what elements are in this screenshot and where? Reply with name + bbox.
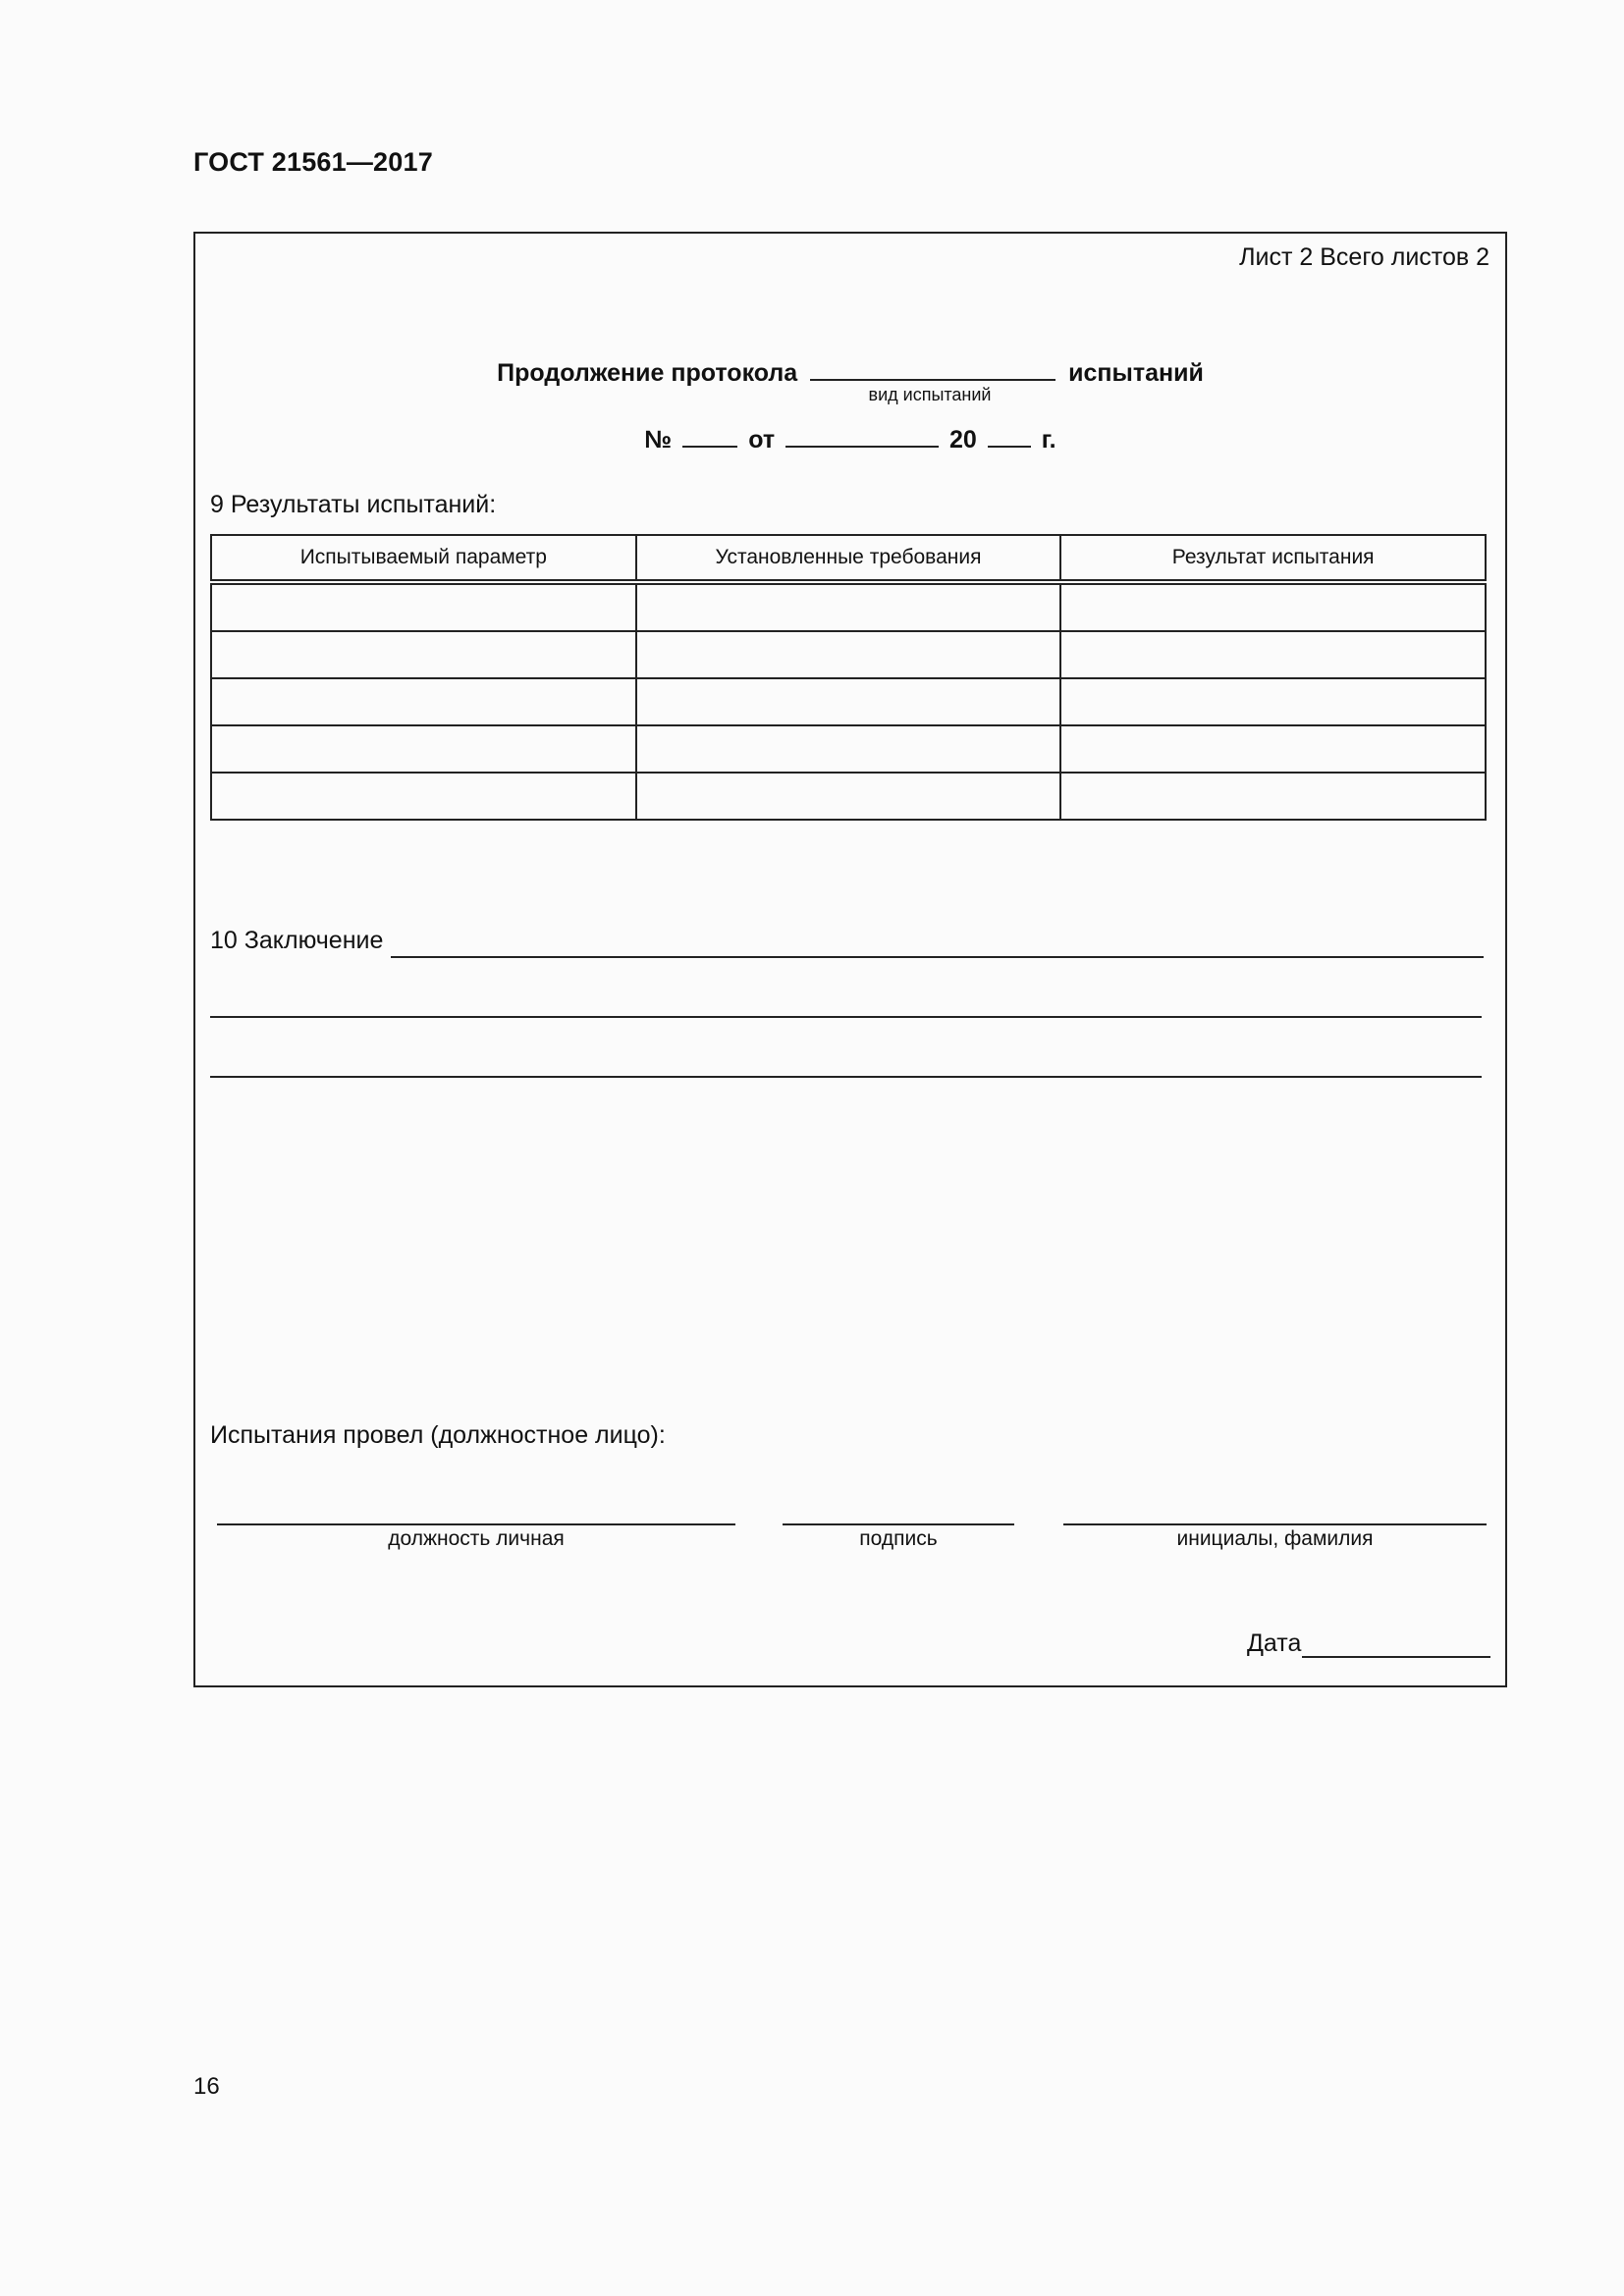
- results-table: [210, 534, 1487, 821]
- table-cell[interactable]: [636, 725, 1061, 773]
- title-prefix: Продолжение протокола: [497, 359, 798, 387]
- results-header-row: [211, 535, 1486, 582]
- name-signature-line[interactable]: [1063, 1523, 1487, 1525]
- table-row: [211, 678, 1486, 725]
- table-row: [211, 773, 1486, 820]
- signature-caption: подпись: [859, 1527, 938, 1550]
- column-header: Установленные требования: [636, 535, 1061, 582]
- table-cell[interactable]: [211, 678, 636, 725]
- table-cell[interactable]: [1060, 631, 1486, 678]
- table-cell[interactable]: [636, 678, 1061, 725]
- sheet-info: Лист 2 Всего листов 2: [1239, 243, 1489, 271]
- protocol-form: [193, 232, 1507, 1687]
- protocol-title: [195, 355, 1505, 388]
- position-caption: должность личная: [388, 1527, 565, 1550]
- position-signature-line[interactable]: [217, 1523, 735, 1525]
- table-cell[interactable]: [1060, 678, 1486, 725]
- date-field[interactable]: [1302, 1656, 1490, 1658]
- name-caption: инициалы, фамилия: [1176, 1527, 1374, 1550]
- number-sign: №: [644, 426, 673, 454]
- table-cell[interactable]: [1060, 725, 1486, 773]
- table-row: [211, 725, 1486, 773]
- conclusion-line[interactable]: [210, 1016, 1482, 1018]
- column-header: Результат испытания: [1060, 535, 1486, 582]
- protocol-year-field[interactable]: [988, 422, 1031, 448]
- conclusion-line[interactable]: [210, 1076, 1482, 1078]
- date-label: Дата: [1247, 1629, 1302, 1657]
- table-cell[interactable]: [636, 631, 1061, 678]
- from-label: от: [748, 426, 776, 454]
- table-cell[interactable]: [1060, 773, 1486, 820]
- protocol-number-line: [195, 422, 1505, 454]
- table-cell[interactable]: [1060, 582, 1486, 631]
- column-header: Испытываемый параметр: [211, 535, 636, 582]
- table-cell[interactable]: [211, 631, 636, 678]
- test-type-field[interactable]: [810, 355, 1056, 381]
- table-cell[interactable]: [211, 582, 636, 631]
- table-cell[interactable]: [211, 725, 636, 773]
- table-cell[interactable]: [636, 582, 1061, 631]
- table-cell[interactable]: [211, 773, 636, 820]
- year-prefix: 20: [949, 426, 977, 454]
- results-section-label: 9 Результаты испытаний:: [210, 491, 497, 518]
- title-suffix: испытаний: [1068, 359, 1204, 387]
- year-suffix: г.: [1041, 426, 1056, 454]
- table-cell[interactable]: [636, 773, 1061, 820]
- protocol-number-field[interactable]: [682, 422, 737, 448]
- conclusion-line[interactable]: [391, 956, 1484, 958]
- page-number: 16: [193, 2073, 220, 2100]
- signature-line[interactable]: [783, 1523, 1014, 1525]
- conclusion-label: 10 Заключение: [210, 927, 384, 954]
- protocol-date-field[interactable]: [785, 422, 939, 448]
- test-type-hint: вид испытаний: [868, 385, 992, 404]
- table-row: [211, 631, 1486, 678]
- table-row: [211, 582, 1486, 631]
- document-header: ГОСТ 21561—2017: [193, 147, 433, 177]
- tested-by-label: Испытания провел (должностное лицо):: [210, 1421, 666, 1449]
